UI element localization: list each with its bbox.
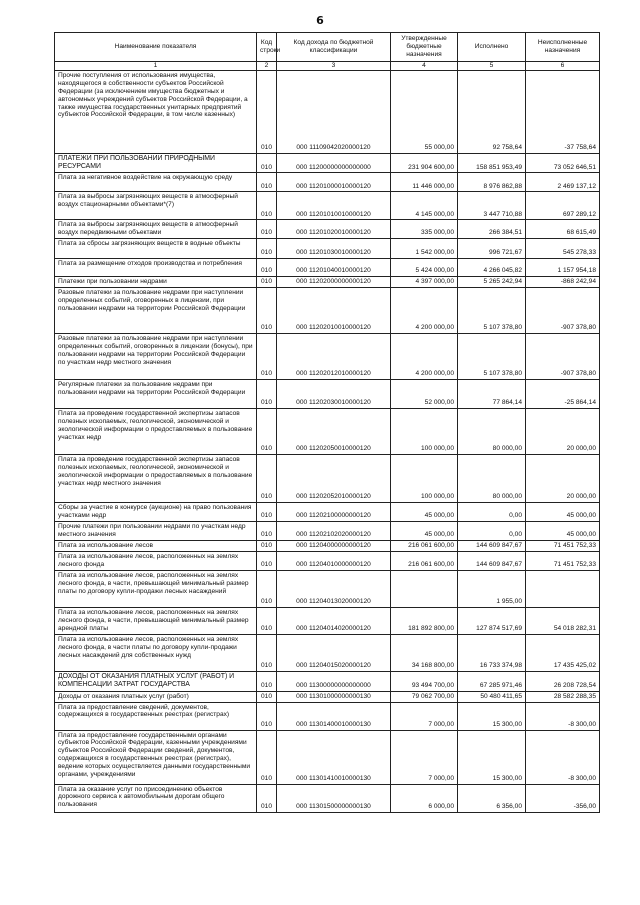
row-approved: 4 200 000,00 (391, 334, 458, 380)
row-line-code: 010 (257, 70, 277, 153)
row-executed: 996 721,67 (458, 239, 526, 259)
row-line-code: 010 (257, 541, 277, 552)
row-executed: 3 447 710,88 (458, 192, 526, 220)
table-row (55, 277, 600, 288)
row-approved: 5 424 000,00 (391, 259, 458, 277)
row-unexecuted: 28 582 288,35 (526, 691, 600, 702)
row-income-code: 000 11301500000000130 (277, 784, 391, 812)
row-executed: 0,00 (458, 522, 526, 541)
row-income-code: 000 11202102020000120 (277, 522, 391, 541)
row-income-code: 000 11202052010000120 (277, 455, 391, 503)
row-name: Плата за использование лесов (55, 541, 257, 552)
row-line-code: 010 (257, 220, 277, 239)
table-row (55, 691, 600, 702)
row-name: ДОХОДЫ ОТ ОКАЗАНИЯ ПЛАТНЫХ УСЛУГ (РАБОТ) И КОМПЕНСАЦИИ ЗАТРАТ ГОСУДАРСТВА (55, 672, 257, 692)
row-executed: 80 000,00 (458, 409, 526, 455)
row-approved: 45 000,00 (391, 522, 458, 541)
row-income-code: 000 11202010010000120 (277, 288, 391, 334)
row-name: Доходы от оказания платных услуг (работ) (55, 691, 257, 702)
row-name: Плата за предоставление сведений, документов, содержащихся в государственных реестрах (регистрах) (55, 702, 257, 730)
row-approved: 55 000,00 (391, 70, 458, 153)
row-approved: 79 062 700,00 (391, 691, 458, 702)
row-unexecuted: 545 278,33 (526, 239, 600, 259)
row-name: Плата за использование лесов, расположенных на землях лесного фонда, в части платы по договору купли-продажи лесных насаждений для собственных нужд (55, 635, 257, 672)
column-number: 1 (55, 62, 257, 71)
row-unexecuted: -8 300,00 (526, 702, 600, 730)
table-row (55, 730, 600, 784)
row-unexecuted: 1 157 954,18 (526, 259, 600, 277)
row-executed: 50 480 411,65 (458, 691, 526, 702)
table-row (55, 239, 600, 259)
row-executed: 4 266 045,82 (458, 259, 526, 277)
row-unexecuted: 45 000,00 (526, 503, 600, 522)
row-line-code: 010 (257, 288, 277, 334)
row-line-code: 010 (257, 608, 277, 635)
row-approved: 11 446 000,00 (391, 173, 458, 192)
row-line-code: 010 (257, 409, 277, 455)
row-unexecuted: 68 615,49 (526, 220, 600, 239)
row-income-code: 000 11201000010000120 (277, 173, 391, 192)
row-name: Плата за размещение отходов производства и потребления (55, 259, 257, 277)
row-name: Плата за выбросы загрязняющих веществ в атмосферный воздух стационарными объектами*(7) (55, 192, 257, 220)
row-income-code: 000 11204014020000120 (277, 608, 391, 635)
table-row (55, 220, 600, 239)
row-income-code: 000 11202000000000120 (277, 277, 391, 288)
row-executed: 0,00 (458, 503, 526, 522)
row-unexecuted: 73 052 646,51 (526, 153, 600, 173)
row-name: Прочие поступления от использования имущества, находящегося в собственности субъектов Российской Федерации (за исключением имущества бюджетных и автономных учреждений субъектов Российской Федерации, а также имущества государственных унитарных предприятий субъектов Российской Федерации, в том числе казенных) (55, 70, 257, 153)
header-name: Наименование показателя (55, 33, 257, 62)
row-unexecuted: 697 289,12 (526, 192, 600, 220)
row-name: Плата за негативное воздействие на окружающую среду (55, 173, 257, 192)
row-unexecuted: -37 758,64 (526, 70, 600, 153)
row-executed: 6 356,00 (458, 784, 526, 812)
row-name: Плата за использование лесов, расположенных на землях лесного фонда (55, 552, 257, 571)
row-name: Разовые платежи за пользование недрами при наступлении определенных событий, оговоренных в лицензии (бонусы), при пользовании недрами на территории Российской Федерации по участкам недр местного значения (55, 334, 257, 380)
row-income-code: 000 11200000000000000 (277, 153, 391, 173)
row-line-code: 010 (257, 239, 277, 259)
table-row (55, 70, 600, 153)
table-row (55, 608, 600, 635)
row-approved: 7 000,00 (391, 730, 458, 784)
row-line-code: 010 (257, 672, 277, 692)
row-executed: 5 107 378,80 (458, 288, 526, 334)
table-row (55, 635, 600, 672)
row-approved: 181 892 800,00 (391, 608, 458, 635)
row-income-code: 000 11202030010000120 (277, 380, 391, 409)
row-unexecuted (526, 571, 600, 608)
header-income-code: Код дохода по бюджетной классификации (277, 33, 391, 62)
table-body (55, 70, 600, 812)
row-approved: 7 000,00 (391, 702, 458, 730)
row-executed: 144 609 847,67 (458, 552, 526, 571)
row-approved: 4 200 000,00 (391, 288, 458, 334)
row-line-code: 010 (257, 552, 277, 571)
row-line-code: 010 (257, 192, 277, 220)
row-name: Плата за проведение государственной экспертизы запасов полезных ископаемых, геологической, экономической и экологической информации о предоставляемых в пользование участках недр местного значения (55, 455, 257, 503)
row-unexecuted: 17 435 425,02 (526, 635, 600, 672)
row-income-code: 000 11201030010000120 (277, 239, 391, 259)
row-income-code: 000 11204015020000120 (277, 635, 391, 672)
row-line-code: 010 (257, 784, 277, 812)
table-row (55, 409, 600, 455)
row-unexecuted: -356,00 (526, 784, 600, 812)
row-approved: 1 542 000,00 (391, 239, 458, 259)
header-line-code: Код строки (257, 33, 277, 62)
table-header-row (55, 33, 600, 62)
row-line-code: 010 (257, 173, 277, 192)
row-approved: 52 000,00 (391, 380, 458, 409)
column-number: 5 (458, 62, 526, 71)
table-row (55, 571, 600, 608)
row-income-code: 000 11201010010000120 (277, 192, 391, 220)
row-name: Плата за выбросы загрязняющих веществ в атмосферный воздух передвижными объектами (55, 220, 257, 239)
row-unexecuted: -25 864,14 (526, 380, 600, 409)
row-approved: 93 494 700,00 (391, 672, 458, 692)
row-income-code: 000 11204000000000120 (277, 541, 391, 552)
row-unexecuted: 71 451 752,33 (526, 541, 600, 552)
row-executed: 158 851 953,49 (458, 153, 526, 173)
row-executed: 77 864,14 (458, 380, 526, 409)
row-approved: 4 397 000,00 (391, 277, 458, 288)
row-line-code: 010 (257, 503, 277, 522)
row-executed: 144 609 847,67 (458, 541, 526, 552)
row-approved: 34 168 800,00 (391, 635, 458, 672)
row-executed: 266 384,51 (458, 220, 526, 239)
budget-execution-table (54, 32, 600, 813)
row-executed: 127 874 517,69 (458, 608, 526, 635)
row-income-code: 000 11301400010000130 (277, 702, 391, 730)
row-approved: 45 000,00 (391, 503, 458, 522)
row-income-code: 000 11301000000000130 (277, 691, 391, 702)
table-row (55, 522, 600, 541)
table-row (55, 173, 600, 192)
row-unexecuted: 20 000,00 (526, 409, 600, 455)
row-approved: 216 061 600,00 (391, 552, 458, 571)
row-name: Прочие платежи при пользовании недрами по участкам недр местного значения (55, 522, 257, 541)
row-line-code: 010 (257, 259, 277, 277)
row-executed: 15 300,00 (458, 702, 526, 730)
row-approved: 100 000,00 (391, 455, 458, 503)
row-line-code: 010 (257, 702, 277, 730)
row-unexecuted: 26 208 728,54 (526, 672, 600, 692)
table-row (55, 702, 600, 730)
row-line-code: 010 (257, 635, 277, 672)
row-name: ПЛАТЕЖИ ПРИ ПОЛЬЗОВАНИИ ПРИРОДНЫМИ РЕСУРСАМИ (55, 153, 257, 173)
table-row (55, 672, 600, 692)
row-name: Плата за использование лесов, расположенных на землях лесного фонда, в части, превышающей минимальный размер арендной платы (55, 608, 257, 635)
row-unexecuted: 71 451 752,33 (526, 552, 600, 571)
row-executed: 15 300,00 (458, 730, 526, 784)
row-unexecuted: 2 469 137,12 (526, 173, 600, 192)
row-approved: 100 000,00 (391, 409, 458, 455)
row-line-code: 010 (257, 522, 277, 541)
row-approved: 216 061 600,00 (391, 541, 458, 552)
row-name: Плата за проведение государственной экспертизы запасов полезных ископаемых, геологической, экономической и экологической информации о предоставляемых в пользование участках недр (55, 409, 257, 455)
row-income-code: 000 11204010000000120 (277, 552, 391, 571)
row-unexecuted: 20 000,00 (526, 455, 600, 503)
header-approved: Утвержденные бюджетные назначения (391, 33, 458, 62)
row-income-code: 000 11301410010000130 (277, 730, 391, 784)
row-executed: 16 733 374,98 (458, 635, 526, 672)
row-approved: 231 904 600,00 (391, 153, 458, 173)
row-income-code: 000 11202100000000120 (277, 503, 391, 522)
column-number: 4 (391, 62, 458, 71)
column-number-row (55, 62, 600, 71)
table-row (55, 455, 600, 503)
table-row (55, 541, 600, 552)
row-income-code: 000 11201020010000120 (277, 220, 391, 239)
page-number: 6 (316, 14, 324, 27)
row-executed: 5 107 378,80 (458, 334, 526, 380)
table-row (55, 153, 600, 173)
row-name: Платежи при пользовании недрами (55, 277, 257, 288)
row-approved: 335 000,00 (391, 220, 458, 239)
row-line-code: 010 (257, 153, 277, 173)
row-unexecuted: -907 378,80 (526, 334, 600, 380)
row-line-code: 010 (257, 334, 277, 380)
row-name: Плата за предоставление государственными органами субъектов Российской Федерации, казенными учреждениями субъектов Российской Федерации сведений, документов, содержащихся в государственных реестрах (регистрах), ведение которых осуществляется данными государственными органами, учреждениями (55, 730, 257, 784)
row-line-code: 010 (257, 380, 277, 409)
row-income-code: 000 11202050010000120 (277, 409, 391, 455)
row-line-code: 010 (257, 277, 277, 288)
header-executed: Исполнено (458, 33, 526, 62)
table-row (55, 380, 600, 409)
row-name: Плата за сбросы загрязняющих веществ в водные объекты (55, 239, 257, 259)
row-line-code: 010 (257, 455, 277, 503)
row-approved: 6 000,00 (391, 784, 458, 812)
row-income-code: 000 11109042020000120 (277, 70, 391, 153)
row-line-code: 010 (257, 691, 277, 702)
row-income-code: 000 11204013020000120 (277, 571, 391, 608)
row-unexecuted: -868 242,94 (526, 277, 600, 288)
row-name: Регулярные платежи за пользование недрами при пользовании недрами на территории Российской Федерации (55, 380, 257, 409)
table-row (55, 552, 600, 571)
row-approved (391, 571, 458, 608)
column-number: 6 (526, 62, 600, 71)
row-executed: 80 000,00 (458, 455, 526, 503)
table-row (55, 192, 600, 220)
column-number: 2 (257, 62, 277, 71)
row-income-code: 000 11202012010000120 (277, 334, 391, 380)
row-line-code: 010 (257, 730, 277, 784)
row-line-code: 010 (257, 571, 277, 608)
row-approved: 4 145 000,00 (391, 192, 458, 220)
row-name: Плата за оказание услуг по присоединению объектов дорожного сервиса к автомобильным дорогам общего пользования (55, 784, 257, 812)
row-executed: 8 976 862,88 (458, 173, 526, 192)
row-income-code: 000 11201040010000120 (277, 259, 391, 277)
row-name: Плата за использование лесов, расположенных на землях лесного фонда, в части, превышающей минимальный размер платы по договору купли-продажи лесных насаждений (55, 571, 257, 608)
row-executed: 1 955,00 (458, 571, 526, 608)
row-unexecuted: -8 300,00 (526, 730, 600, 784)
row-name: Сборы за участие в конкурсе (аукционе) на право пользования участками недр (55, 503, 257, 522)
column-number: 3 (277, 62, 391, 71)
row-executed: 5 265 242,94 (458, 277, 526, 288)
table-row (55, 259, 600, 277)
row-unexecuted: -907 378,80 (526, 288, 600, 334)
table-row (55, 784, 600, 812)
row-executed: 67 285 971,46 (458, 672, 526, 692)
table-row (55, 288, 600, 334)
header-unexecuted: Неисполненные назначения (526, 33, 600, 62)
table-row (55, 503, 600, 522)
row-unexecuted: 54 018 282,31 (526, 608, 600, 635)
row-unexecuted: 45 000,00 (526, 522, 600, 541)
table-row (55, 334, 600, 380)
row-name: Разовые платежи за пользование недрами при наступлении определенных событий, оговоренных в лицензии, при пользовании недрами на территории Российской Федерации (55, 288, 257, 334)
row-income-code: 000 11300000000000000 (277, 672, 391, 692)
row-executed: 92 758,64 (458, 70, 526, 153)
